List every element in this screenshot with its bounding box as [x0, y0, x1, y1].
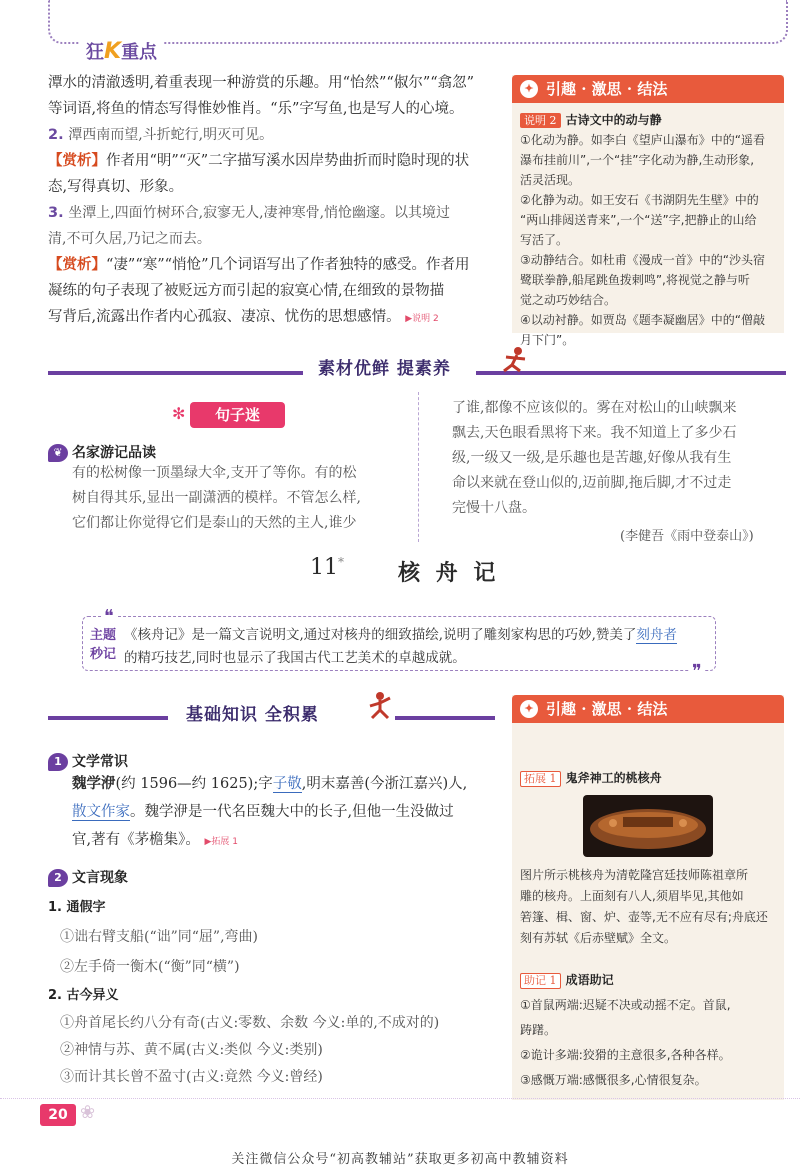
text-line: 完慢十八盘。: [452, 500, 536, 516]
lit-body: 魏学洢(约 1596—约 1625);字子敬,明末嘉善(今浙江嘉兴)人, 散文作家。魏学洢是一代名臣魏大中的长子,但他一生没做过 官,著有《茅檐集》。 ▶拓展 1: [72, 775, 468, 848]
walnut-boat-image: [583, 795, 713, 857]
text-line: 雕的核舟。上面刻有八人,须眉毕见,其他如: [520, 889, 744, 903]
text-line: 它们都让你觉得它们是泰山的天然的主人,谁少: [72, 515, 357, 531]
text-line: 箬篷、楫、窗、炉、壶等,无不应有尽有;舟底还: [520, 910, 768, 924]
insight-panel-2: ✦ 引趣 · 激思 · 结法 拓展 1 鬼斧神工的桃核舟 图片所示桃核舟为清乾隆宫廷技师陈祖章所 雕的核舟。上面刻有八人,须眉毕见,其他如 箬篷、楫、窗、炉、壶等,无不应有尽有;舟底还 刻有苏轼《后赤壁赋》全文。 助记 1 成语助记 ①首鼠两端:迟疑不决或动摇不定。首鼠, 踌躇。 ②诡计多端:狡猾的主意很多,各种各样。 ③感慨万端:感慨很多,心情很复杂。: [512, 695, 784, 1100]
text-line: 鹭联拳静,船尾跳鱼拨剌鸣”,将视觉之静与听: [520, 273, 750, 287]
swirl-ornament-icon: ❀: [80, 1102, 96, 1123]
insight-panel-1: ✦ 引趣 · 激思 · 结法 说明 2 古诗文中的动与静 ①化动为静。如李白《望庐山瀑布》中的“遥看 瀑布挂前川”,一个“挂”字化动为静,生动形象, 活灵活现。 ②化静为动。如王安石《书湖阴先生壁》中的 “两山排闼送青来”,一个“送”字,把静止的山给 写活了。 ③动静结合。如杜甫《漫成一首》中的“沙头宿 鹭联拳静,船尾跳鱼拨剌鸣”,将视觉之静与听 觉之动巧妙结合。 ④以动衬静。如贾岛《题李凝幽居》中的“僧敲 月下门”。: [512, 75, 784, 333]
text-line: 了谁,都像不应该似的。雾在对松山的山峡飘来: [452, 400, 737, 416]
paragraph-line: 凝练的句子表现了被贬远方而引起的寂寞心情,在细致的景物描: [48, 283, 445, 299]
text-line: ①化动为静。如李白《望庐山瀑布》中的“遥看: [520, 133, 765, 147]
item-2: 2. 潭西南而望,斗折蛇行,明灭可见。: [48, 127, 274, 143]
sprout-icon: ✻: [172, 404, 186, 423]
text-line: 图片所示桃核舟为清乾隆宫廷技师陈祖章所: [520, 868, 749, 882]
item-3: 3. 坐潭上,四面竹树环合,寂寥无人,凄神寒骨,悄怆幽邃。以其境过: [48, 205, 451, 221]
lightbulb-icon: ✦: [520, 80, 538, 98]
runner-icon: [500, 345, 530, 375]
paragraph-line: 态,写得真切、形象。: [48, 179, 184, 195]
text-line: 命以来就在登山似的,迈前脚,拖后脚,才不过走: [452, 475, 732, 491]
ref-link[interactable]: ▶拓展 1: [204, 837, 238, 847]
analysis-3: 【赏析】“凄”“寒”“悄怆”几个词语写出了作者独特的感受。作者用: [48, 256, 470, 273]
analysis-2: 【赏析】作者用“明”“灭”二字描写溪水因岸势曲折而时隐时现的状: [48, 152, 470, 169]
text-line: 踌躇。: [520, 1023, 557, 1037]
theme-label: 主题 秒记: [90, 628, 117, 662]
tongjia-list: ①诎右臂支船(“诎”同“屈”,弯曲) ②左手倚一衡木(“衡”同“横”): [60, 929, 259, 975]
lit-heading: 1 文学常识: [48, 751, 128, 771]
text-line: 月下门”。: [520, 333, 575, 347]
material-left-text: [72, 461, 412, 536]
page-number: 20: [40, 1104, 76, 1126]
text-line: ①首鼠两端:迟疑不决或动摇不定。首鼠,: [520, 998, 731, 1012]
text-line: “两山排闼送青来”,一个“送”字,把静止的山给: [520, 213, 757, 227]
section-title: 基础知识 全积累: [186, 705, 319, 725]
text-line: ②化静为动。如王安石《书湖阴先生壁》中的: [520, 193, 759, 207]
ref-link[interactable]: ▶说明 2: [405, 314, 439, 324]
left-top-block: [48, 70, 503, 332]
section-band-left: [48, 716, 168, 720]
text-line: 级,一级又一级,是乐趣也是苦趣,好像从我有生: [452, 450, 732, 466]
material-right-text: [452, 396, 782, 521]
text-line: ④以动衬静。如贾岛《题李凝幽居》中的“僧敲: [520, 313, 765, 327]
lightbulb-icon: ✦: [520, 700, 538, 718]
leaf-icon: ❦: [48, 444, 68, 462]
brand-logo: 狂K重点: [80, 38, 163, 64]
text-line: 觉之动巧妙结合。: [520, 293, 617, 307]
dancer-icon: [366, 690, 396, 720]
guijin-list: ①舟首尾长约八分有奇(古义:零数、余数 今义:单的,不成对的) ②神情与苏、黄不属(古义:类似 今义:类别) ③而计其长曾不盈寸(古义:竟然 今义:曾经): [60, 1015, 440, 1085]
column-divider: [418, 392, 419, 542]
classical-heading: 2 文言现象: [48, 867, 128, 887]
panel-header: ✦ 引趣 · 激思 · 结法: [512, 695, 784, 723]
text-line: ③感慨万端:感慨很多,心情很复杂。: [520, 1073, 707, 1087]
note-badge: 说明 2: [520, 113, 561, 128]
text-line: 有的松树像一顶墨绿大伞,支开了等你。有的松: [72, 465, 357, 481]
sub-heading: 1. 通假字: [48, 900, 106, 915]
panel-body: [520, 993, 776, 1093]
sub-heading: 2. 古今异义: [48, 988, 119, 1003]
footer-note: 关注微信公众号“初高教辅站”获取更多初高中教辅资料: [231, 1152, 569, 1167]
text-line: 瀑布挂前川”,一个“挂”字化动为静,生动形象,: [520, 153, 755, 167]
panel-body: [520, 865, 776, 949]
material-subhead: ❦ 名家游记品读: [48, 442, 156, 462]
text-line: 树自得其乐,显出一副潇洒的模样。不管怎么样,: [72, 490, 361, 506]
paragraph-line: 等词语,将鱼的情态写得惟妙惟肖。“乐”字写鱼,也是写人的心境。: [48, 101, 464, 117]
text-line: 刻有苏轼《后赤壁赋》全文。: [520, 931, 677, 945]
sentence-tag: 句子迷: [190, 402, 285, 428]
paragraph-line: 潭水的清澈透明,着重表现一种游赏的乐趣。用“怡然”“俶尔”“翕忽”: [48, 75, 475, 91]
section-band-mid: [395, 716, 495, 720]
section-band-left: [48, 371, 303, 375]
text-line: 飘去,天色眼看黑将下来。我不知道上了多少石: [452, 425, 737, 441]
panel-body: [520, 130, 776, 350]
chapter-title: 核 舟 记: [398, 560, 500, 586]
quote-close-icon: ❞: [692, 661, 702, 682]
text-line: 活灵活现。: [520, 173, 581, 187]
extend-badge: 拓展 1: [520, 771, 561, 787]
panel-header: ✦ 引趣 · 激思 · 结法: [512, 75, 784, 103]
section-title: 素材优鲜 提素养: [318, 359, 451, 379]
text-line: ②诡计多端:狡猾的主意很多,各种各样。: [520, 1048, 731, 1062]
text-line: 写活了。: [520, 233, 569, 247]
quote-open-icon: ❝: [104, 606, 114, 627]
paragraph-line: 清,不可久居,乃记之而去。: [48, 231, 211, 247]
theme-text: 《核舟记》是一篇文言说明文,通过对核舟的细致描绘,说明了雕刻家构思的巧妙,赞美了刻舟者 的精巧技艺,同时也显示了我国古代工艺美术的卓越成就。: [124, 627, 677, 666]
chapter-number: 11*: [310, 555, 344, 580]
material-source: (李健吾《雨中登泰山》): [620, 529, 754, 544]
text-line: ③动静结合。如杜甫《漫成一首》中的“沙头宿: [520, 253, 765, 267]
paragraph-line: 写背后,流露出作者内心孤寂、凄凉、忧伤的思想感情。 ▶说明 2: [48, 309, 439, 325]
memo-badge: 助记 1: [520, 973, 561, 989]
footer-divider: [0, 1098, 800, 1099]
